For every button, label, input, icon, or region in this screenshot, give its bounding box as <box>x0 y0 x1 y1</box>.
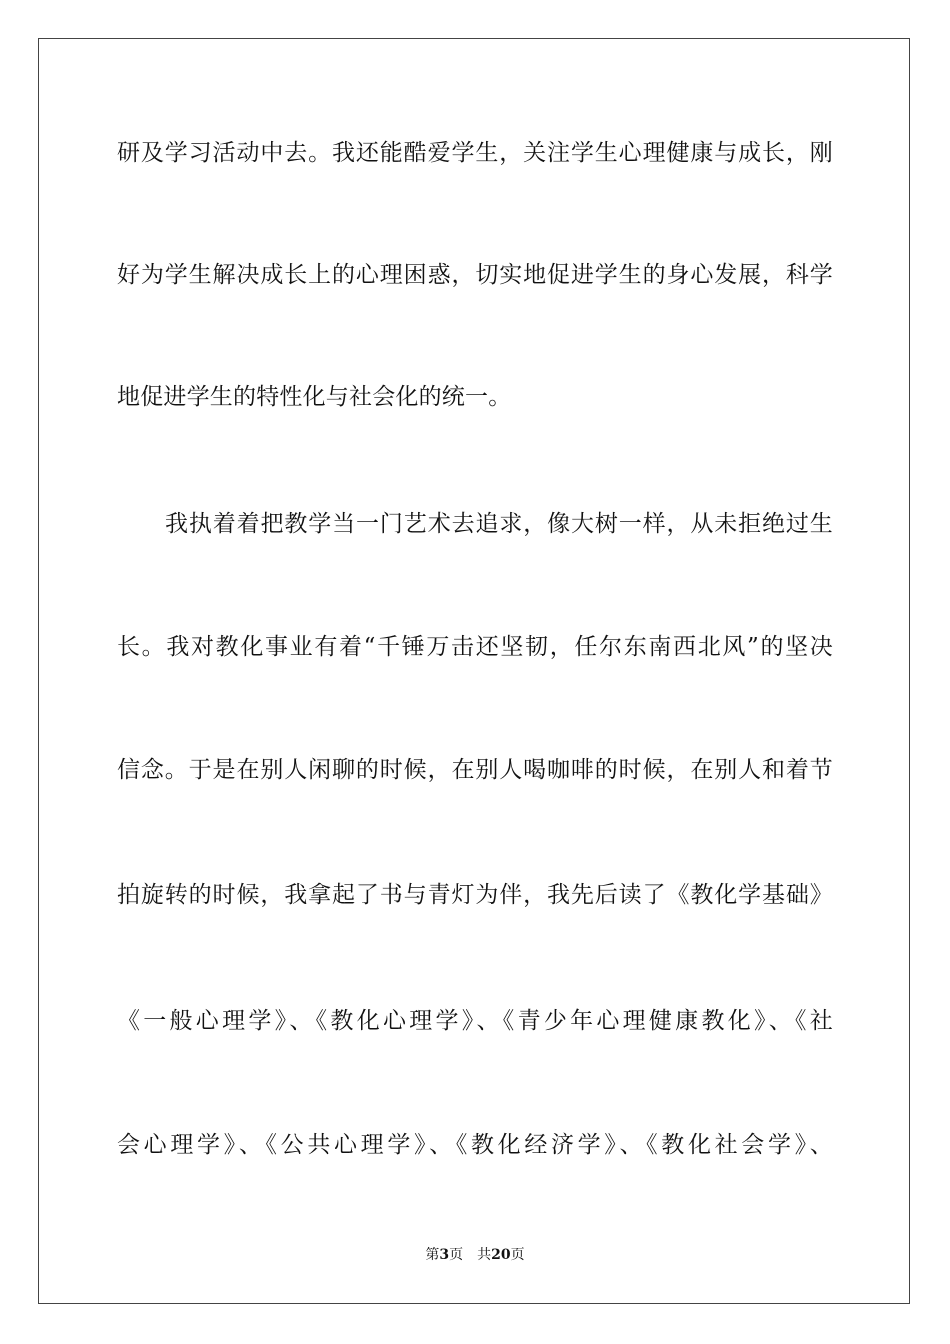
body-line-5: 长。我对教化事业有着“千锤万击还坚韧，任尔东南西北风”的坚决 <box>117 634 833 660</box>
page-footer <box>0 1246 950 1264</box>
body-line-2: 好为学生解决成长上的心理困惑，切实地促进学生的身心发展，科学 <box>117 262 833 288</box>
body-line-7: 拍旋转的时候，我拿起了书与青灯为伴，我先后读了《教化学基础》 <box>117 882 833 908</box>
body-line-4: 我执着着把教学当一门艺术去追求，像大树一样，从未拒绝过生 <box>165 511 833 537</box>
total-prefix: 共 <box>477 1247 492 1263</box>
page-total: 20 <box>491 1247 511 1263</box>
body-line-1: 研及学习活动中去。我还能酷爱学生，关注学生心理健康与成长，刚 <box>117 140 833 166</box>
body-line-9: 会心理学》、《公共心理学》、《教化经济学》、《教化社会学》、 <box>117 1132 833 1158</box>
page-border <box>38 38 910 1304</box>
page-suffix: 页 <box>449 1247 464 1263</box>
body-line-3: 地促进学生的特性化与社会化的统一。 <box>117 384 512 410</box>
page-current: 3 <box>439 1247 450 1263</box>
total-suffix: 页 <box>510 1247 525 1263</box>
body-line-6: 信念。于是在别人闲聊的时候，在别人喝咖啡的时候，在别人和着节 <box>117 757 833 783</box>
page-prefix: 第 <box>425 1247 440 1263</box>
body-line-8: 《一般心理学》、《教化心理学》、《青少年心理健康教化》、《社 <box>117 1008 833 1034</box>
